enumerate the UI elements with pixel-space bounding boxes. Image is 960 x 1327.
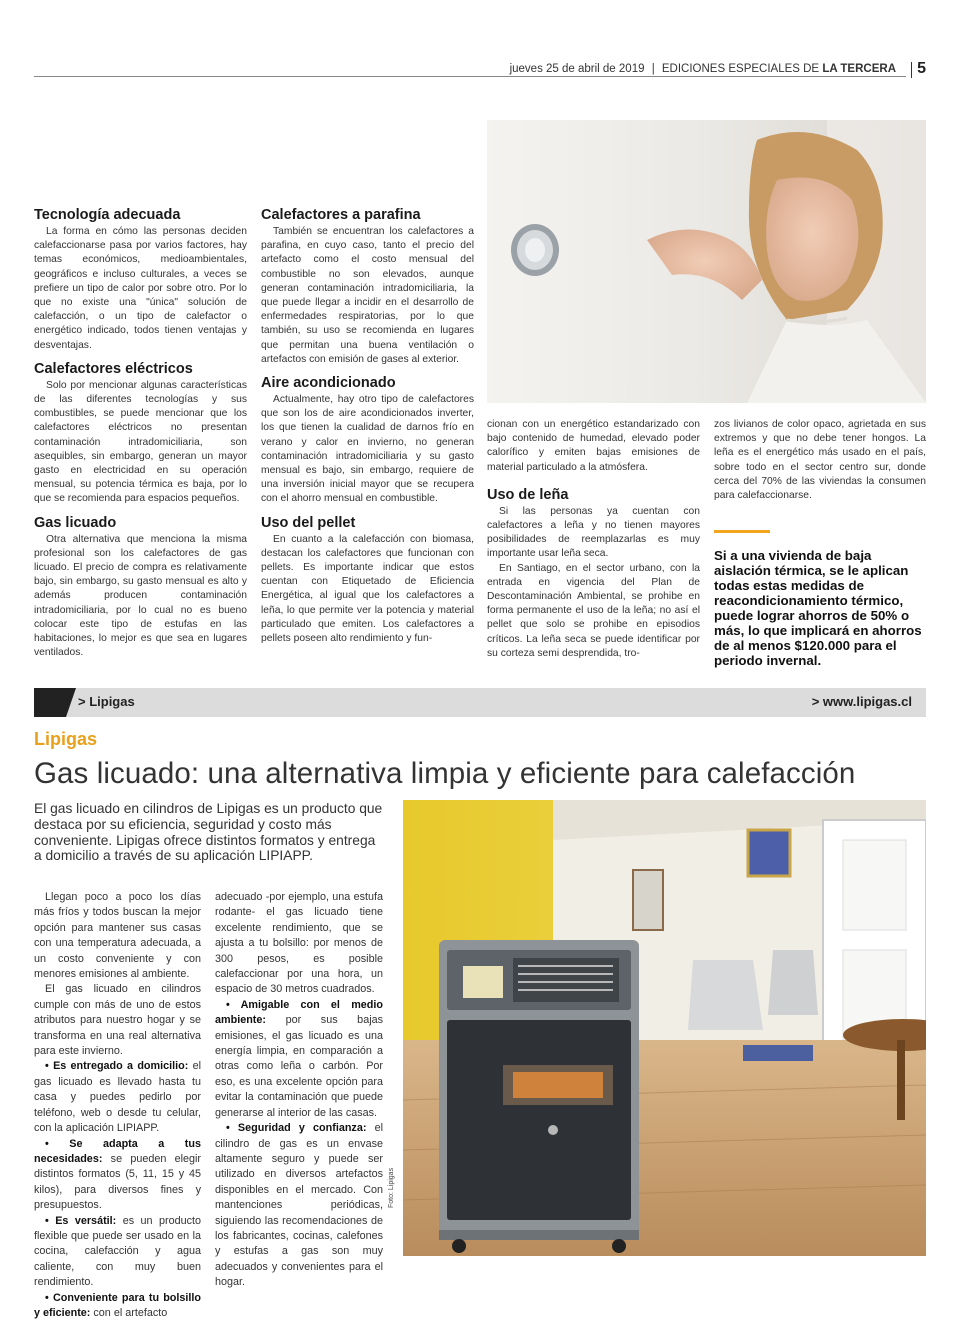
bullet-item: • Es versátil: es un producto flexible que puede ser usado en la cocina, calefacción y agua caliente, con muy buen rendimiento. — [34, 1214, 201, 1289]
header-section: EDICIONES ESPECIALES DE — [661, 63, 820, 75]
paragraph: Solo por mencionar algunas características de las diferentes tecnologías y sus combustibles, se puede mencionar que los calefactores eléctricos no presentan contaminación intradomiciliaria, son asequibles, sin embargo, generan un mayor gasto en electricidad en su operación mensual, su potencia térmica es baja, por lo que se recomienda para espacios pequeños. — [34, 379, 247, 505]
heading-lena: Uso de leña — [487, 486, 569, 503]
banner-website[interactable]: > www.lipigas.cl — [811, 694, 912, 709]
thermostat-photo — [487, 120, 926, 403]
page-header — [34, 60, 926, 80]
heading-electricos: Calefactores eléctricos — [34, 360, 193, 377]
bullet-item: • Amigable con el medio ambiente: por sus bajas emisiones, el gas licuado es una energía limpia, en comparación a otras como leña o carbón. Por eso, es una excelente opción para evitar la contaminación que puede generarse al interior de las casas. — [215, 998, 383, 1119]
article1-column-3 — [487, 418, 700, 661]
paragraph: En cuanto a la calefacción con biomasa, destacan los calefactores que funcionan con pellets. Es importante indicar que estos cuentan con Etiquetado de Eficiencia Energética, al igual que los calefactores a leña, lo que permite ver la potencia y material particulado que emiten. Los calefactores a pellets poseen alto rendimiento y fun- — [261, 533, 474, 645]
header-rule — [34, 76, 906, 77]
paragraph: adecuado -por ejemplo, una estufa rodante- el gas licuado tiene excelente rendimiento, que se ajusta a tu bolsillo: por menos de 300 pesos, es posible calefaccionar por una hora, un espacio de 30 metros cuadrados. — [215, 891, 383, 996]
article2-column-b — [215, 890, 383, 1291]
paragraph: Actualmente, hay otro tipo de calefactores que son los de aire acondicionados inverter, los que tienen la cualidad de darnos frío en verano y calor en invierno, no generan contaminación intradomiciliaria y su gasto mensual es bajo, sin embargo, requiere de una inversión inicial mayor que se recupera con el ahorro mensual en combustible. — [261, 394, 474, 505]
heading-pellet: Uso del pellet — [261, 514, 356, 531]
header-dateline: jueves 25 de abril de 2019 | EDICIONES ESPECIALES DE LA TERCERA — [504, 63, 896, 75]
heading-parafina: Calefactores a parafina — [261, 207, 421, 223]
paragraph: Otra alternativa que menciona la misma profesional son los calefactores de gas licuado. El precio de compra es relativamente bajo, sin embargo, su gasto mensual es alto y además producen contaminación intradomiciliaria, por lo cual no es bueno colocar este tipo de estufas en las habitaciones, lo mejor es que sea en lugares ventilados. — [34, 533, 247, 659]
heading-gas-licuado: Gas licuado — [34, 514, 117, 531]
bullet-item: • Se adapta a tus necesidades: se pueden elegir distintos formatos (5, 11, 15 y 45 kilos), para diversos fines y presupuestos. — [34, 1137, 201, 1212]
banner-brand: > Lipigas — [78, 694, 135, 709]
paragraph: Llegan poco a poco los días más fríos y todos buscan la mejor opción para mantener sus casas con una temperatura adecuada, a un costo conveniente y con menores emisiones al ambiente. — [34, 891, 201, 981]
article1-column-2 — [261, 204, 474, 646]
paragraph: zos livianos de color opaco, agrietada en sus extremos y que no debe tener hongos. La leña es el energético más usado en el país, sobre todo en el sector centro sur, donde cerca del 70% de las viviendas la consumen para calefaccionarse. — [714, 419, 926, 502]
article-headline: Gas licuado: una alternativa limpia y eficiente para calefacción — [34, 757, 856, 790]
paragraph: La forma en cómo las personas deciden calefaccionarse pasa por varios factores, hay temas económicos, medioambientales, geográficos e incluso culturales, a veces se prefiere un tipo de calor por sobre otro. Por lo que no existe una "única" solución de calefacción, o un tipo de calefactor o energético indicado, todos tienen ventajas y desventajas. — [34, 226, 247, 351]
header-paper: LA TERCERA — [822, 63, 896, 75]
brand-kicker: Lipigas — [34, 729, 98, 749]
article2-column-a — [34, 890, 201, 1321]
article-lead: El gas licuado en cilindros de Lipigas es un producto que destaca por su eficiencia, seguridad y costo más conveniente. Lipigas ofrece distintos formatos y entrega a domicilio a través de su aplicación LIPIAPP. — [34, 801, 383, 864]
callout-accent-bar — [714, 530, 770, 533]
paragraph: cionan con un energético estandarizado con bajo contenido de humedad, elevado poder calorífico y emiten bajas emisiones de material particulado a la atmósfera. — [487, 419, 700, 473]
bullet-item: • Es entregado a domicilio: el gas licuado es llevado hasta tu casa y puedes pedirlo por teléfono, web o desde tu celular, con la aplicación LIPIAPP. — [34, 1060, 202, 1135]
gas-heater-photo — [403, 800, 926, 1256]
thermostat-photo-illustration — [487, 120, 926, 403]
photo-credit: Foto: Lipigas — [388, 1167, 395, 1208]
paragraph: Si las personas ya cuentan con calefactores a leña y no tienen mayores posibilidades de reemplazarlas es muy importante usar leña seca. — [487, 505, 700, 560]
bullet-item: • Conveniente para tu bolsillo y eficiente: con el artefacto — [34, 1291, 201, 1319]
header-separator — [911, 62, 912, 78]
banner-tab — [34, 688, 66, 717]
gas-heater-illustration — [403, 800, 926, 1256]
article1-column-1 — [34, 204, 247, 660]
pull-quote: Si a una vivienda de baja aislación térmica, se le aplican todas estas medidas de reacondicionamiento térmico, puede lograr ahorros de 50% o más, lo que implicará en ahorros de al menos $120.000 para el periodo invernal. — [714, 548, 922, 668]
heading-tecnologia: Tecnología adecuada — [34, 207, 181, 223]
section-banner — [34, 688, 926, 717]
paragraph: El gas licuado en cilindros cumple con más de uno de estos atributos para nuestro hogar y se transforma en una real alternativa para este invierno. — [34, 983, 201, 1058]
heading-aire: Aire acondicionado — [261, 375, 396, 392]
paragraph: También se encuentran los calefactores a parafina, en cuyo caso, tanto el precio del artefacto como el costo mensual del combustible no son elevados, aunque generan contaminación intradomiciliaria, la que puede llegar a incidir en el desarrollo de enfermedades respiratorias, por lo que también, su uso se recomienda en lugares que permitan una buena ventilación o artefactos con emisión de gases al exterior. — [261, 226, 474, 365]
page-number: 5 — [917, 60, 926, 77]
bullet-item: • Seguridad y confianza: el cilindro de gas es un envase altamente seguro y puede ser utilizado en diversos artefactos disponibles en el mercado. Con mantenciones periódicas, siguiendo las recomendaciones de los fabricantes, cocinas, calefones y estufas a gas son muy adecuados y convenientes para el hogar. — [215, 1122, 383, 1289]
article1-column-4 — [714, 418, 926, 503]
header-date: jueves 25 de abril de 2019 — [509, 63, 645, 75]
paragraph: En Santiago, en el sector urbano, con la entrada en vigencia del Plan de Descontaminación Ambiental, se prohibe en forma permanente el uso de la leña; no así el pellet que solo se prohibe en episodios críticos. La leña seca se puede identificar por su corteza semi desprendida, tro- — [487, 562, 700, 659]
